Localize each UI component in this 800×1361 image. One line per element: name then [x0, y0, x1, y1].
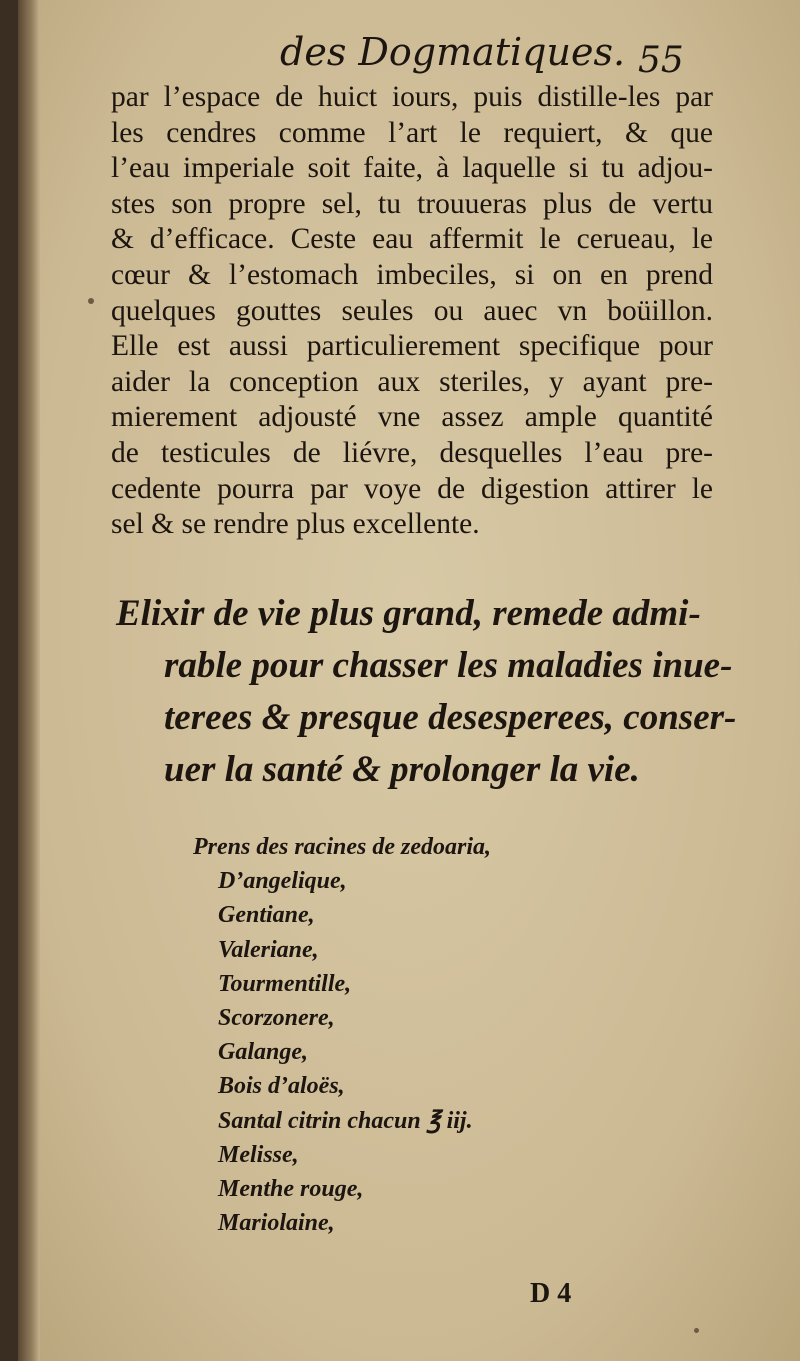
- running-head: des Dogmatiques.: [280, 30, 626, 74]
- section-title-line: rable pour chasser les maladies inue-: [164, 645, 733, 686]
- body-line: cedente pourra par voye de digestion attirer le: [111, 472, 713, 505]
- page-number: 55: [638, 40, 684, 81]
- recipe-line: Tourmentille,: [218, 970, 352, 997]
- section-title: [116, 588, 737, 796]
- body-line: les cendres comme l’art le requiert, & que: [111, 116, 713, 149]
- recipe-line: D’angelique,: [218, 868, 347, 895]
- recipe-line: Bois d’aloës,: [218, 1073, 345, 1100]
- recipe-line: Scorzonere,: [218, 1005, 335, 1032]
- recipe-line: Prens des racines de zedoaria,: [193, 834, 491, 860]
- body-line: par l’espace de huict iours, puis distille-les par: [111, 81, 713, 113]
- body-line: l’eau imperiale soit faite, à laquelle si tu adjou-: [111, 152, 713, 185]
- paper-speck: [88, 298, 94, 304]
- page-gutter: [18, 0, 40, 1361]
- recipe-line: Mariolaine,: [218, 1210, 335, 1237]
- body-line: & d’efficace. Ceste eau affermit le cerueau, le: [111, 223, 713, 256]
- section-title-line: uer la santé & prolonger la vie.: [164, 749, 640, 790]
- signature-mark: D 4: [530, 1278, 572, 1309]
- body-line: mierement adjousté vne assez ample quantité: [111, 401, 713, 434]
- book-page: [18, 0, 800, 1361]
- body-paragraph: [111, 80, 713, 543]
- section-title-line: Elixir de vie plus grand, remede admi-: [116, 593, 701, 634]
- recipe-line: Valeriane,: [218, 936, 319, 963]
- recipe-line: Galange,: [218, 1039, 308, 1066]
- body-line: cœur & l’estomach imbeciles, si on en prend: [111, 258, 713, 291]
- recipe-line: Melisse,: [218, 1141, 299, 1168]
- section-title-line: terees & presque desesperees, conser-: [164, 697, 737, 738]
- body-line: Elle est aussi particulierement specifique pour: [111, 330, 713, 363]
- recipe-line: Santal citrin chacun ℥ iij.: [218, 1107, 473, 1134]
- body-line: de testicules de liévre, desquelles l’eau pre-: [111, 436, 713, 469]
- body-line: stes son propre sel, tu trouueras plus de vertu: [111, 187, 713, 220]
- body-line: aider la conception aux steriles, y ayant pre-: [111, 365, 713, 398]
- page-header: [18, 28, 800, 88]
- recipe-list: [193, 830, 491, 1240]
- recipe-line: Menthe rouge,: [218, 1176, 364, 1203]
- recipe-line: Gentiane,: [218, 902, 315, 929]
- body-line: quelques gouttes seules ou auec vn boüillon.: [111, 294, 713, 327]
- paper-speck: [694, 1328, 699, 1333]
- body-line: sel & se rendre plus excellente.: [111, 508, 480, 541]
